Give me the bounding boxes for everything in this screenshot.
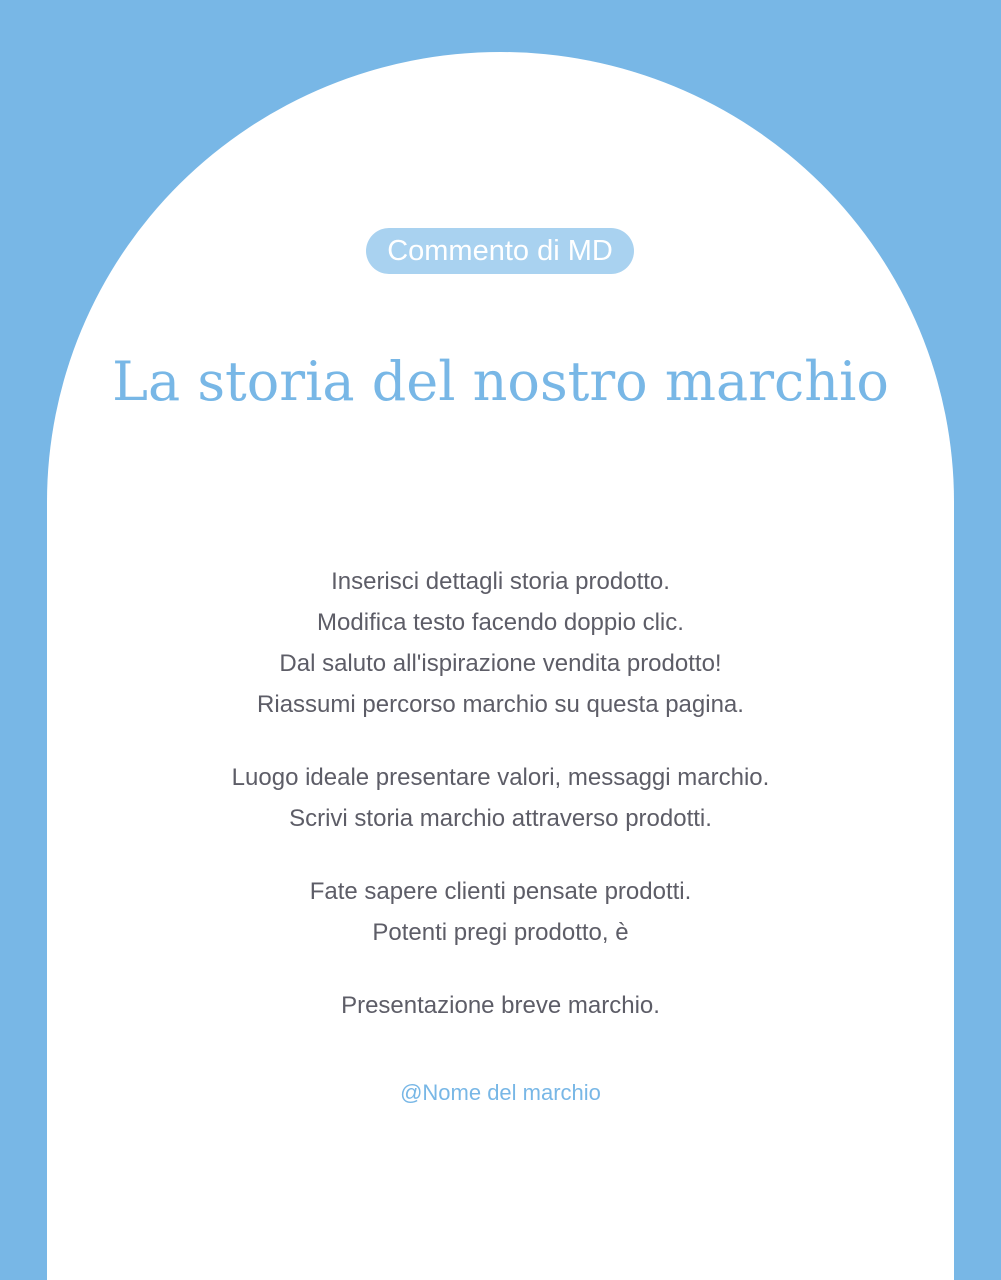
paragraph-4 [47, 985, 954, 1026]
paragraph-2 [47, 757, 954, 839]
page-title: La storia del nostro marchio [112, 350, 889, 413]
text-line: Presentazione breve marchio. [341, 992, 660, 1019]
text-line: Luogo ideale presentare valori, messaggi marchio. [231, 764, 770, 791]
brand-handle: @Nome del marchio [400, 1080, 601, 1105]
comment-badge: Commento di MD [366, 228, 634, 274]
text-line: Dal saluto all'ispirazione vendita prodotto! [279, 650, 722, 677]
text-line: Inserisci dettagli storia prodotto. [331, 568, 670, 595]
text-line: Riassumi percorso marchio su questa pagina. [257, 691, 744, 718]
text-line: Fate sapere clienti pensate prodotti. [309, 878, 692, 905]
text-line: Scrivi storia marchio attraverso prodotti. [289, 805, 712, 832]
text-line: Modifica testo facendo doppio clic. [317, 609, 684, 636]
paragraph-1 [47, 561, 954, 725]
text-line: Potenti pregi prodotto, è [372, 919, 629, 946]
arch-card [47, 52, 954, 1280]
paragraph-3 [47, 871, 954, 953]
story-text [47, 561, 954, 1026]
